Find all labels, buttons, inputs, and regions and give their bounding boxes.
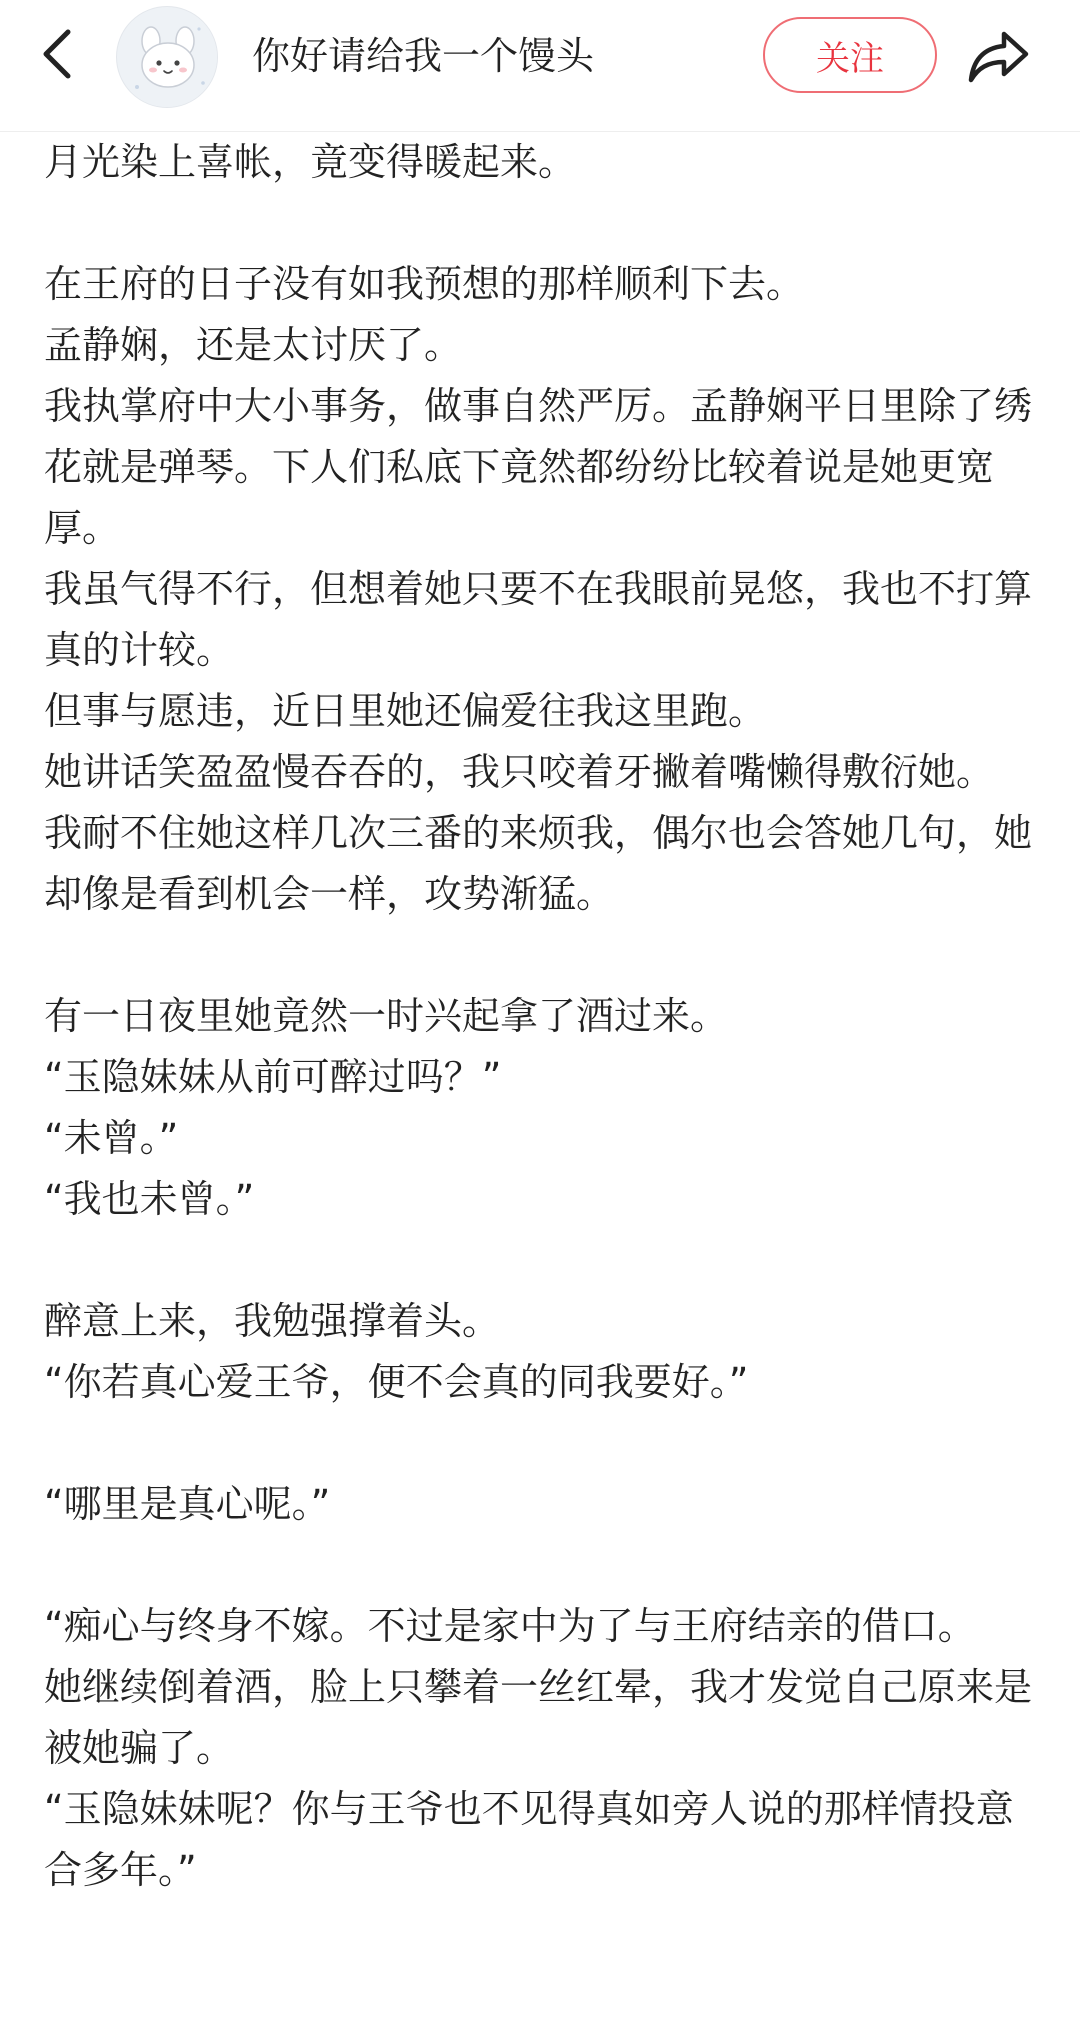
avatar-cartoon-bunny-icon [117, 7, 218, 108]
share-icon [966, 28, 1030, 88]
back-button[interactable] [30, 24, 86, 88]
paragraph: 她讲话笑盈盈慢吞吞的，我只咬着牙撇着嘴懒得敷衍她。 [44, 750, 995, 794]
paragraph: 月光染上喜帐，竟变得暖起来。 [44, 140, 577, 184]
paragraph: 醉意上来，我勉强撑着头。 [44, 1299, 501, 1343]
paragraph-gap [44, 193, 1044, 254]
paragraph: “玉隐妹妹呢？你与王爷也不见得真如旁人说的那样情投意合多年。” [44, 1787, 1014, 1892]
paragraph: 我虽气得不行，但想着她只要不在我眼前晃悠，我也不打算真的计较。 [44, 567, 1033, 672]
back-arrow-icon [38, 26, 78, 86]
paragraph: 她继续倒着酒，脸上只攀着一丝红晕，我才发觉自己原来是被她骗了。 [44, 1665, 1033, 1770]
paragraph: 我执掌府中大小事务，做事自然严厉。孟静娴平日里除了绣花就是弹琴。下人们私底下竟然都纷纷比较着说是她更宽厚。 [44, 384, 1033, 550]
paragraph: 孟静娴，还是太讨厌了。 [44, 323, 463, 367]
paragraph: “我也未曾。” [44, 1177, 255, 1221]
paragraph: 在王府的日子没有如我预想的那样顺利下去。 [44, 262, 805, 306]
author-avatar[interactable] [116, 6, 218, 108]
share-button[interactable] [962, 22, 1034, 94]
paragraph: 有一日夜里她竟然一时兴起拿了酒过来。 [44, 994, 729, 1038]
paragraph: 我耐不住她这样几次三番的来烦我，偶尔也会答她几句，她却像是看到机会一样，攻势渐猛。 [44, 811, 1033, 916]
paragraph-gap [44, 1535, 1044, 1596]
paragraph: “哪里是真心呢。” [44, 1482, 331, 1526]
paragraph-gap [44, 1230, 1044, 1291]
paragraph-gap [44, 925, 1044, 986]
follow-button[interactable]: 关注 [763, 17, 937, 93]
paragraph: 但事与愿违，近日里她还偏爱往我这里跑。 [44, 689, 767, 733]
paragraph: “你若真心爱王爷，便不会真的同我要好。” [44, 1360, 749, 1404]
paragraph: “未曾。” [44, 1116, 179, 1160]
author-name[interactable]: 你好请给我一个馒头 [252, 34, 595, 78]
paragraph: “玉隐妹妹从前可醉过吗？” [44, 1055, 502, 1099]
article-body [44, 132, 1044, 1901]
paragraph-gap [44, 1413, 1044, 1474]
paragraph: “痴心与终身不嫁。不过是家中为了与王府结亲的借口。 [44, 1604, 976, 1648]
top-bar [0, 0, 1080, 132]
